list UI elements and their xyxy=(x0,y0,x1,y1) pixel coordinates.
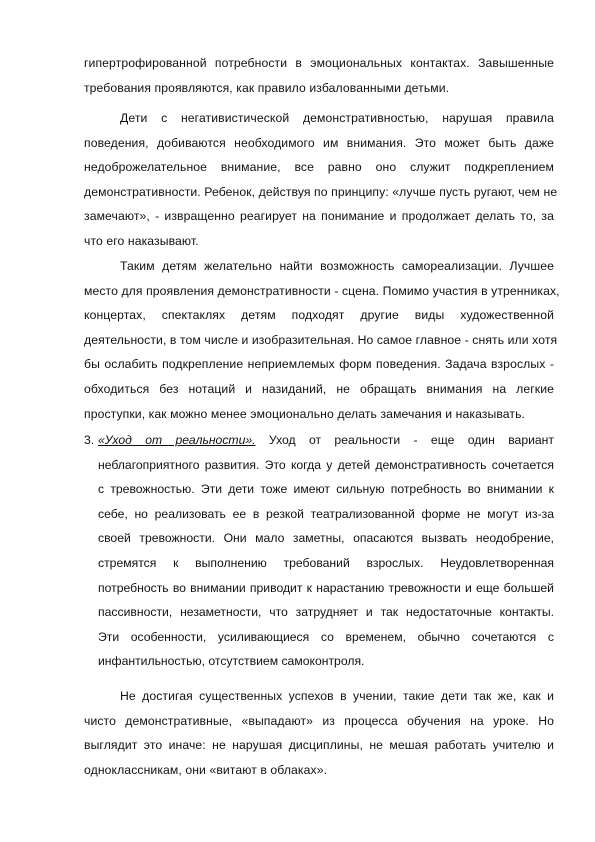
text-line: с тревожностью. Эти дети тоже имеют сильную потребность во внимании к xyxy=(98,482,554,497)
text-line: чисто демонстративные, «выпадают» из процесса обучения на уроке. Но xyxy=(84,713,554,728)
text-line: пассивности, незаметности, что затрудняет и так недостаточные контакты. xyxy=(98,605,554,620)
paragraph-self-realization xyxy=(84,254,560,426)
text-line: что его наказывают. xyxy=(84,233,199,248)
text-line: поведения, добиваются необходимого им внимания. Это может быть даже xyxy=(84,135,554,150)
text-line: Дети с негативистической демонстративностью, нарушая правила xyxy=(120,111,554,125)
text-line: концертах, спектаклях детям подходят другие виды художественной xyxy=(84,308,554,323)
text-line: требования проявляются, как правило избалованными детьми. xyxy=(84,80,450,95)
text-line: неблагоприятного развития. Это когда у детей демонстративность сочетается xyxy=(98,457,554,472)
text-line: инфантильностью, отсутствием самоконтроля. xyxy=(98,654,365,669)
text-line: Уход от реальности - еще один вариант xyxy=(268,433,554,447)
list-item-first-line xyxy=(98,428,554,453)
text-line: потребность во внимании приводит к нарастанию тревожности и еще большей xyxy=(98,580,554,595)
text-line: недоброжелательное внимание, все равно оно служит подкреплением xyxy=(84,160,554,175)
text-line: Таким детям желательно найти возможность самореализации. Лучшее xyxy=(120,259,554,273)
list-item-escape-from-reality xyxy=(98,428,554,674)
text-line: обходиться без нотаций и назиданий, не обращать внимания на легкие xyxy=(84,381,554,396)
text-line: замечают», - извращенно реагирует на понимание и продолжает делать то, за xyxy=(84,209,554,224)
text-line: Не достигая существенных успехов в учении, такие дети так же, как и xyxy=(120,689,554,703)
paragraph-continuation xyxy=(84,51,554,100)
text-line: деятельности, в том числе и изобразительная. Но самое главное - снять или хотя xyxy=(84,332,558,347)
text-line: стремятся к выполнению требований взрослых. Неудовлетворенная xyxy=(98,555,554,570)
text-line: гипертрофированной потребности в эмоциональных контактах. Завышенные xyxy=(84,56,554,70)
text-line: Эти особенности, усиливающиеся со временем, обычно сочетаются с xyxy=(98,629,554,644)
text-line: бы ослабить подкрепление неприемлемых форм поведения. Задача взрослых - xyxy=(84,357,554,372)
list-number: 3. xyxy=(84,433,95,447)
text-line: место для проявления демонстративности - сцена. Помимо участия в утренниках, xyxy=(84,283,560,298)
list-item-heading: «Уход от реальности». xyxy=(98,433,256,447)
text-line: себе, но реализовать ее в резкой театрализованной форме не могут из-за xyxy=(98,506,554,521)
paragraph-classroom xyxy=(84,684,554,782)
text-line: своей тревожности. Они мало заметны, опасаются вызвать неодобрение, xyxy=(98,531,554,546)
text-line: демонстративности. Ребенок, действуя по принципу: «лучше пусть ругают, чем не xyxy=(84,184,558,199)
text-line: одноклассникам, они «витают в облаках». xyxy=(84,762,328,777)
paragraph-negativistic xyxy=(84,106,558,254)
text-line: проступки, как можно менее эмоционально делать замечания и наказывать. xyxy=(84,406,526,421)
text-line: выглядит это иначе: не нарушая дисциплины, не мешая работать учителю и xyxy=(84,738,554,753)
